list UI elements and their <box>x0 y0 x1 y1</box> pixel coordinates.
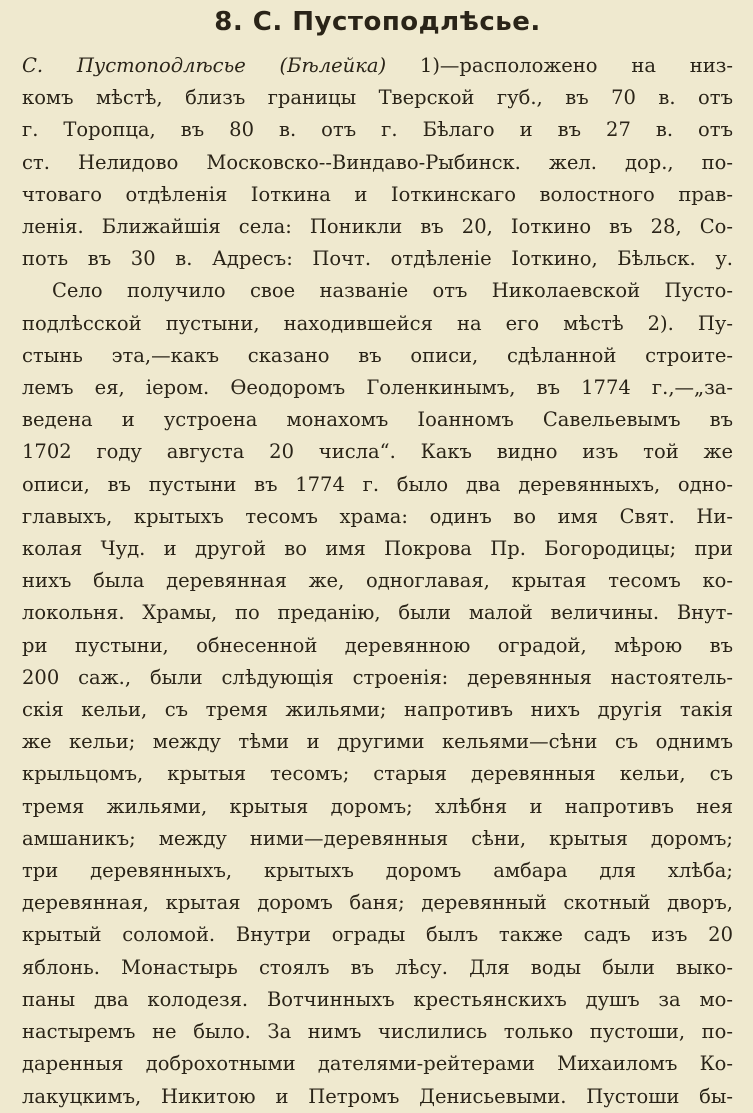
body-text <box>22 50 733 1113</box>
text-line: нихъ была деревянная же, одноглавая, крытая тесомъ ко- <box>22 569 733 593</box>
text-line: ведена и устроена монахомъ Іоанномъ Савельевымъ въ <box>22 408 733 432</box>
text-line: колая Чуд. и другой во имя Покрова Пр. Богородицы; при <box>22 537 733 561</box>
text-line: описи, въ пустыни въ 1774 г. было два деревянныхъ, одно- <box>22 472 733 496</box>
text-line: настыремъ не было. За нимъ числились только пустоши, по- <box>22 1020 733 1044</box>
text-line: амшаникъ; между ними—деревянныя сѣни, крытыя доромъ; <box>22 826 733 850</box>
text-line: С. Пустоподлѣсье (Бѣлейка) 1)—расположено на низ- <box>22 54 733 77</box>
text-line: крыльцомъ, крытыя тесомъ; старыя деревянныя кельи, съ <box>22 762 733 786</box>
text-line: ленія. Ближайшія села: Поникли въ 20, Іоткино въ 28, Со- <box>22 215 733 239</box>
text-line: Село получило свое названіе отъ Николаевской Пусто- <box>52 279 733 303</box>
text-line: тремя жильями, крытыя доромъ; хлѣбня и напротивъ нея <box>22 794 733 818</box>
text-line: 1702 году августа 20 числа“. Какъ видно изъ той же <box>22 440 733 464</box>
text-line: ст. Нелидово Московско--Виндаво-Рыбинск. жел. дор., по- <box>22 150 733 174</box>
text-line: же кельи; между тѣми и другими кельями—сѣни съ однимъ <box>22 730 733 754</box>
text-line: даренныя доброхотными дателями-рейтерами Михаиломъ Ко- <box>22 1052 733 1076</box>
text-line: яблонь. Монастырь стоялъ въ лѣсу. Для воды были выко- <box>22 955 733 979</box>
text-line: деревянная, крытая доромъ баня; деревянный скотный дворъ, <box>22 891 733 915</box>
text-line: поть въ 30 в. Адресъ: Почт. отдѣленіе Іоткино, Бѣльск. у. <box>22 247 733 271</box>
text-line: паны два колодезя. Вотчинныхъ крестьянскихъ душъ за мо- <box>22 987 733 1011</box>
text-line: чтоваго отдѣленія Іоткина и Іоткинскаго волостного прав- <box>22 182 733 206</box>
text-line: лакуцкимъ, Никитою и Петромъ Денисьевыми. Пустоши бы- <box>22 1084 733 1108</box>
text-line: стынь эта,—какъ сказано въ описи, сдѣланной строите- <box>22 343 733 367</box>
lead-title: С. Пустоподлѣсье (Бѣлейка) <box>22 54 387 77</box>
text-line: скія кельи, съ тремя жильями; напротивъ нихъ другія такія <box>22 698 733 722</box>
text-line: крытый соломой. Внутри ограды былъ также садъ изъ 20 <box>22 923 733 947</box>
text-line: главыхъ, крытыхъ тесомъ храма: одинъ во имя Свят. Ни- <box>22 504 733 528</box>
text-line: подлѣсской пустыни, находившейся на его мѣстѣ 2). Пу- <box>22 311 733 335</box>
text-line: ри пустыни, обнесенной деревянною оградой, мѣрою въ <box>22 633 733 657</box>
text-line: г. Торопца, въ 80 в. отъ г. Бѣлаго и въ 27 в. отъ <box>22 118 733 142</box>
text-line: три деревянныхъ, крытыхъ доромъ амбара для хлѣба; <box>22 859 733 883</box>
text-line: лемъ ея, іером. Ѳеодоромъ Голенкинымъ, въ 1774 г.,—„за- <box>22 376 733 400</box>
text-line: 200 саж., были слѣдующія строенія: деревянныя настоятель- <box>22 665 733 689</box>
section-heading: 8. С. Пустоподлѣсье. <box>214 7 541 37</box>
text-line: комъ мѣстѣ, близъ границы Тверской губ., въ 70 в. отъ <box>22 86 733 110</box>
text-line: локольня. Храмы, по преданію, были малой величины. Внут- <box>22 601 733 625</box>
